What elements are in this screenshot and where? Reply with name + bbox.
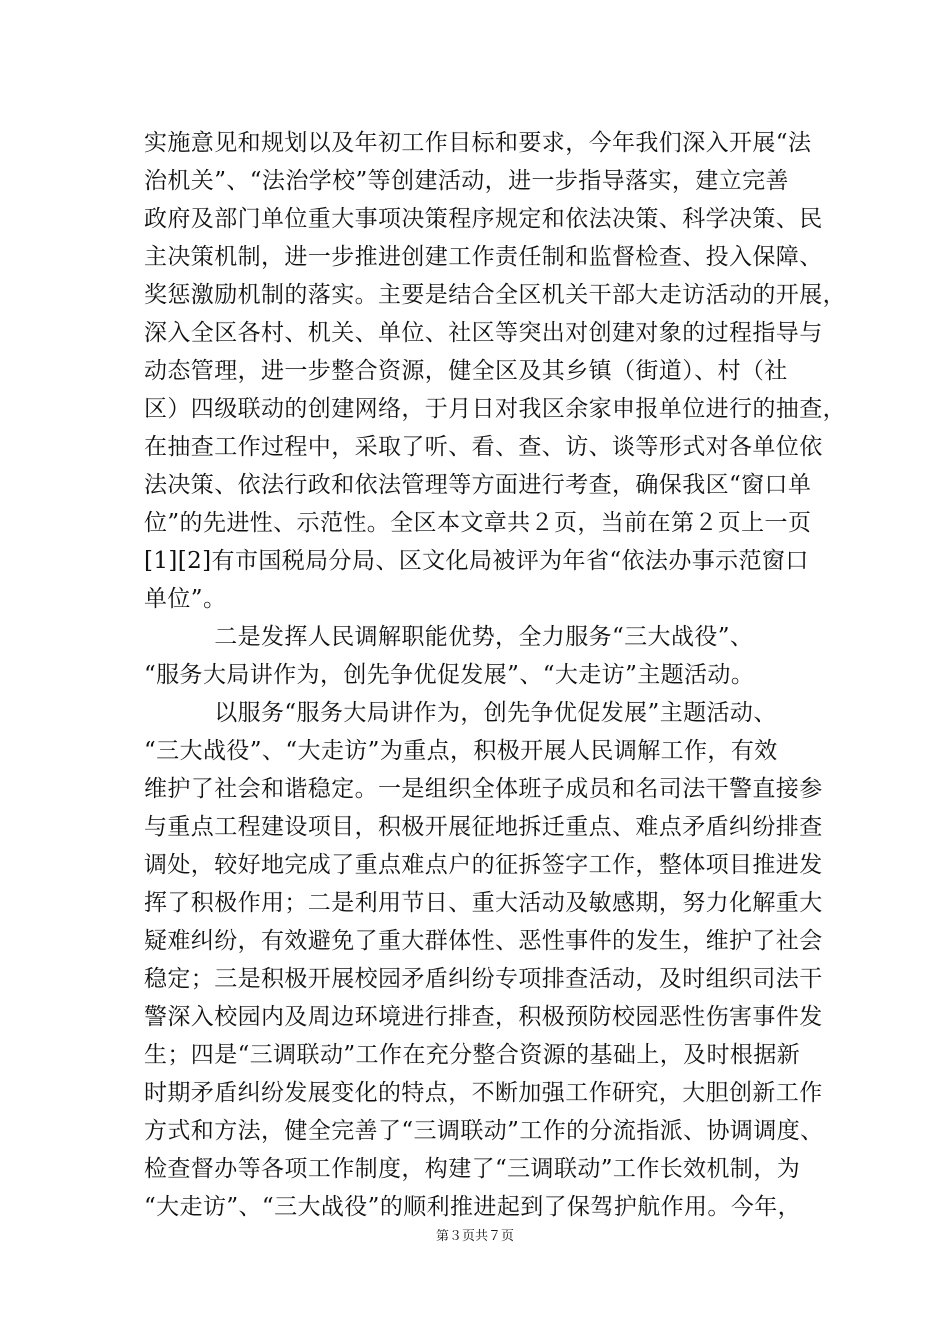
body-text-line: 位”的先进性、示范性。全区本文章共２页，当前在第２页上一页 [144, 510, 812, 536]
body-text-line: 政府及部门单位重大事项决策程序规定和依法决策、科学决策、民 [144, 206, 823, 232]
body-text-line: 与重点工程建设项目，积极开展征地拆迁重点、难点矛盾纠纷排查 [144, 814, 823, 840]
body-text-line: 单位”。 [144, 586, 227, 612]
body-text-line: 稳定；三是积极开展校园矛盾纠纷专项排查活动，及时组织司法干 [144, 966, 823, 992]
body-text-line: 动态管理，进一步整合资源，健全区及其乡镇（街道）、村（社 [144, 358, 788, 384]
body-text-line: 奖惩激励机制的落实。主要是结合全区机关干部大走访活动的开展， [144, 282, 846, 308]
body-text-line: 实施意见和规划以及年初工作目标和要求，今年我们深入开展“法 [144, 130, 812, 156]
paragraph-start-line: 二是发挥人民调解职能优势，全力服务“三大战役”、 [144, 624, 754, 650]
body-text-line: “大走访”、“三大战役”的顺利推进起到了保驾护航作用。今年， [144, 1194, 802, 1220]
body-text-line: 在抽查工作过程中，采取了听、看、查、访、谈等形式对各单位依 [144, 434, 823, 460]
body-text-line: 治机关”、“法治学校”等创建活动，进一步指导落实，建立完善 [144, 168, 789, 194]
body-text-line: 方式和方法，健全完善了“三调联动”工作的分流指派、协调调度、 [144, 1118, 824, 1144]
body-text-line: 疑难纠纷，有效避免了重大群体性、恶性事件的发生，维护了社会 [144, 928, 823, 954]
page-footer: 第３页共７页 [435, 1229, 514, 1244]
body-text-line: 维护了社会和谐稳定。一是组织全体班子成员和名司法干警直接参 [144, 776, 823, 802]
body-text-line: 检查督办等各项工作制度，构建了“三调联动”工作长效机制，为 [144, 1156, 801, 1182]
body-text-line: 时期矛盾纠纷发展变化的特点，不断加强工作研究，大胆创新工作 [144, 1080, 823, 1106]
body-text-line: 调处，较好地完成了重点难点户的征拆签字工作，整体项目推进发 [144, 852, 823, 878]
body-text-line: 警深入校园内及周边环境进行排查，积极预防校园恶性伤害事件发 [144, 1004, 823, 1030]
body-text-line: “三大战役”、“大走访”为重点，积极开展人民调解工作，有效 [144, 738, 778, 764]
body-text-line: 生；四是“三调联动”工作在充分整合资源的基础上，及时根据新 [144, 1042, 801, 1068]
body-text-line: 法决策、依法行政和依法管理等方面进行考查，确保我区“窗口单 [144, 472, 812, 498]
body-text-line: 挥了积极作用；二是利用节日、重大活动及敏感期，努力化解重大 [144, 890, 823, 916]
body-text-line: “服务大局讲作为，创先争优促发展”、“大走访”主题活动。 [144, 662, 755, 688]
body-text-line: [1][2]有市国税局分局、区文化局被评为年省“依法办事示范窗口 [144, 548, 809, 574]
body-text-line: 主决策机制，进一步推进创建工作责任制和监督检查、投入保障、 [144, 244, 823, 270]
paragraph-start-line: 以服务“服务大局讲作为，创先争优促发展”主题活动、 [144, 700, 777, 726]
body-text-line: 区）四级联动的创建网络，于月日对我区余家申报单位进行的抽查， [144, 396, 846, 422]
body-text-line: 深入全区各村、机关、单位、社区等突出对创建对象的过程指导与 [144, 320, 823, 346]
